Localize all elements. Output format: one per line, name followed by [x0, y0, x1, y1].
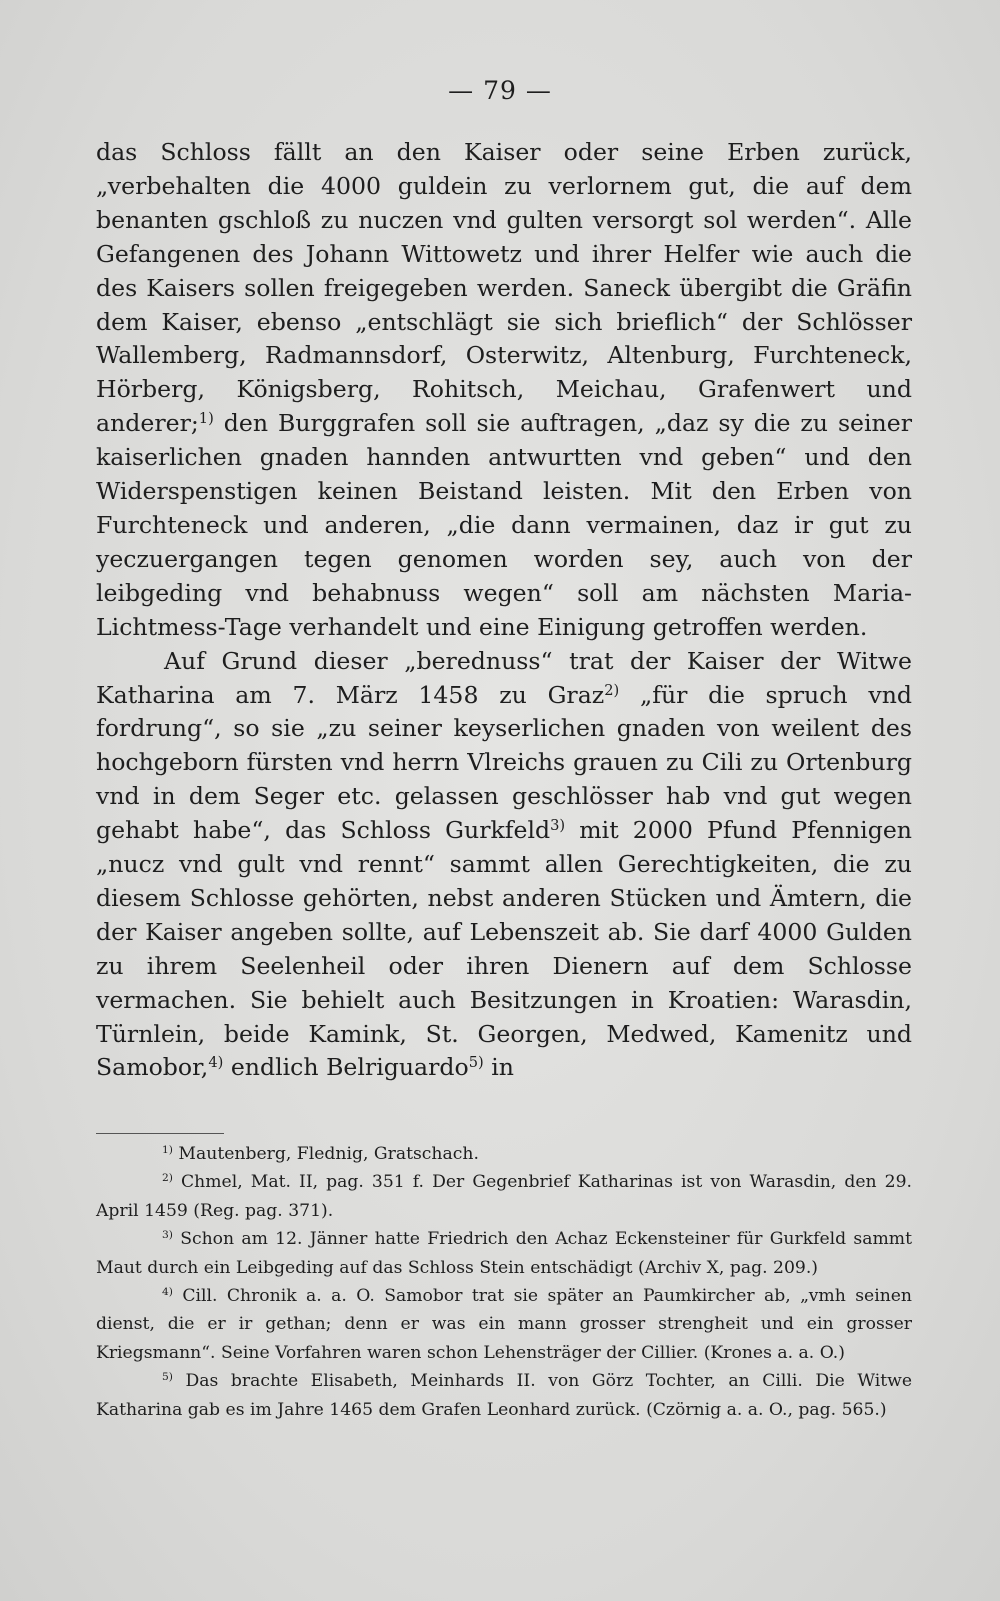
paragraph-1-text-a: das Schloss fällt an den Kaiser oder seine Erben zurück, „verbehalten die 4000 guldein zu verlornem gut, die auf dem benanten gschloß zu nuczen vnd gulten versorgt sol werden“. Alle Gefangenen des Johann Wittowetz und ihrer Helfer wie auch die des Kaisers sollen freigegeben werden. Saneck übergibt die Gräfin dem Kaiser, ebenso „entschlägt sie sich brieflich“ der Schlösser Wallemberg, Radmannsdorf, Osterwitz, Altenburg, Furchteneck, Hörberg, Königsberg, Rohitsch, Meichau, Grafenwert und anderer;: [96, 138, 912, 438]
paragraph-2-text-a: Auf Grund dieser „berednuss“ trat der Kaiser der Witwe Katharina am 7. März 1458 zu Graz: [96, 646, 912, 709]
footnote-4: [96, 1282, 912, 1367]
main-text: [96, 136, 912, 1085]
footnote-ref-5: 5): [468, 1054, 484, 1072]
footnote-ref-2: 2): [604, 681, 620, 699]
paragraph-2-text-c: mit 2000 Pfund Pfennigen „nucz vnd gult vnd rennt“ sammt allen Gerechtigkeiten, die zu diesem Schlosse gehörten, nebst anderen Stücken und Ämtern, die der Kaiser angeben sollte, auf Lebenszeit ab. Sie darf 4000 Gulden zu ihrem Seelenheil oder ihren Dienern auf dem Schlosse vermachen. Sie behielt auch Besitzungen in Kroatien: Warasdin, Türnlein, beide Kamink, St. Georgen, Medwed, Kamenitz und Samobor,: [96, 816, 912, 1082]
paragraph-2-text-b: „für die spruch vnd fordrung“, so sie „zu seiner keyserlichen gnaden von weilent des hochgeborn fürsten vnd herrn Vlreichs grauen zu Cili zu Ortenburg vnd in dem Seger etc. gelassen geschlösser hab vnd gut wegen gehabt habe“, das Schloss Gurkfeld: [96, 680, 913, 845]
paragraph-2-text-d: endlich Belriguardo: [223, 1053, 469, 1082]
footnote-ref-4: 4): [208, 1054, 224, 1072]
footnote-2: [96, 1168, 912, 1225]
footnote-ref-1: 1): [198, 410, 214, 428]
paragraph-1: [96, 136, 912, 645]
footnote-1: [96, 1140, 912, 1168]
footnote-1-marker: 1): [162, 1143, 173, 1157]
page-number: — 79 —: [448, 76, 552, 105]
footnote-3-text: Schon am 12. Jänner hatte Friedrich den Achaz Eckensteiner für Gurkfeld sammt Maut durch ein Leibgeding auf das Schloss Stein entschädigt (Archiv X, pag. 209.): [96, 1229, 912, 1278]
footnote-3-marker: 3): [162, 1228, 173, 1242]
footnote-3: [96, 1225, 912, 1282]
footnote-divider: [96, 1133, 224, 1134]
footnote-5-text: Das brachte Elisabeth, Meinhards II. von Görz Tochter, an Cilli. Die Witwe Katharina gab es im Jahre 1465 dem Grafen Leonhard zurück. (Czörnig a. a. O., pag. 565.): [96, 1371, 912, 1420]
paragraph-1-text-b: den Burggrafen soll sie auftragen, „daz sy die zu seiner kaiserlichen gnaden hannden antwurtten vnd geben“ und den Widerspenstigen keinen Beistand leisten. Mit den Erben von Furchteneck und anderen, „die dann vermainen, daz ir gut zu yeczuergangen tegen genomen worden sey, auch von der leibgeding vnd behabnuss wegen“ soll am nächsten Maria-Lichtmess-Tage verhandelt und eine Einigung getroffen werden.: [96, 409, 912, 641]
footnote-5: [96, 1367, 912, 1424]
footnote-1-text: Mautenberg, Flednig, Gratschach.: [178, 1144, 479, 1164]
footnote-ref-3: 3): [550, 817, 566, 835]
footnote-2-text: Chmel, Mat. II, pag. 351 f. Der Gegenbrief Katharinas ist von Warasdin, den 29. April 1459 (Reg. pag. 371).: [96, 1172, 912, 1221]
paragraph-2-text-e: in: [483, 1053, 514, 1082]
footnote-2-marker: 2): [162, 1171, 173, 1185]
footnote-4-marker: 4): [162, 1285, 173, 1299]
footnote-4-text: Cill. Chronik a. a. O. Samobor trat sie später an Paumkircher ab, „vmh seinen dienst, die er ir gethan; denn er was ein mann grosser strengheit und ein grosser Kriegsmann“. Seine Vorfahren waren schon Lehensträger der Cillier. (Krones a. a. O.): [96, 1286, 912, 1363]
footnote-5-marker: 5): [162, 1370, 173, 1384]
paragraph-2: [96, 645, 912, 1086]
footnotes: [96, 1140, 912, 1424]
